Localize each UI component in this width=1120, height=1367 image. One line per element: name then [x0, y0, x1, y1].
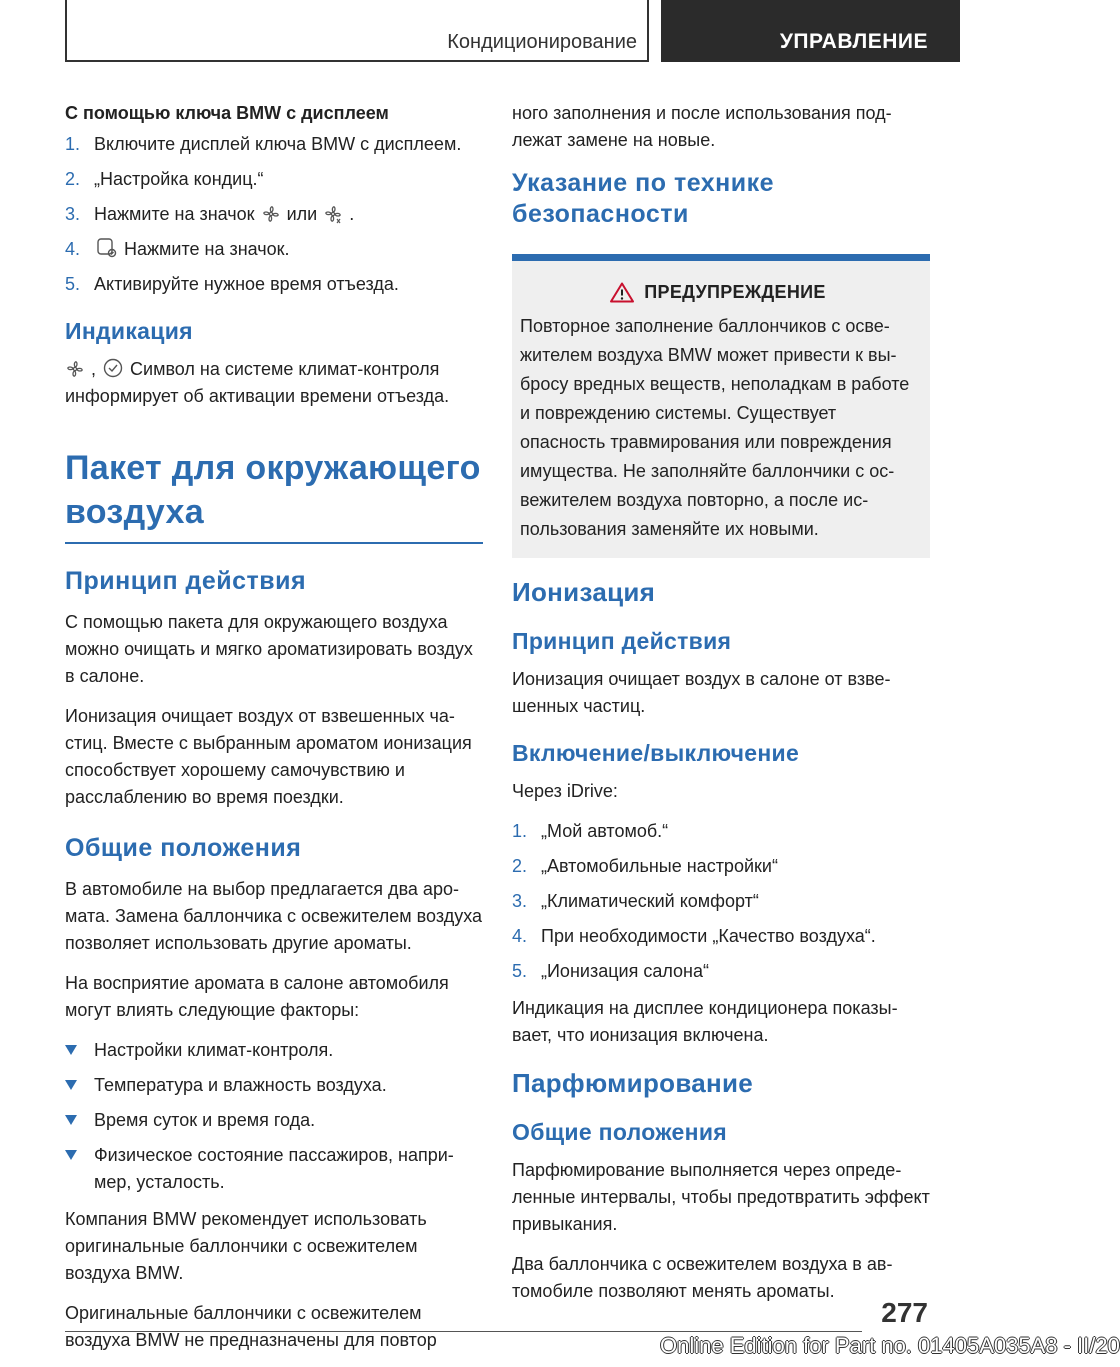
step-text: Включите дисплей ключа BMW с дисплеем.	[94, 134, 462, 154]
general-paragraph-1: В автомобиле на выбор предлагается два аромата. Замена баллончика с освежителем воздуха позволяет использовать другие ароматы.	[65, 879, 483, 953]
factor-text: Время суток и время года.	[94, 1110, 316, 1130]
step-text: Нажмите на значок	[94, 204, 255, 224]
indication-text: Символ на системе климат-контроля информирует об активации времени отъезда.	[65, 359, 450, 406]
factors-list	[65, 1037, 483, 1196]
step-text: Нажмите на значок.	[124, 239, 290, 259]
clock-check-icon	[102, 357, 124, 379]
step-number: 1.	[512, 821, 528, 841]
step-text: .	[349, 204, 355, 224]
list-item	[512, 923, 930, 950]
step-number: 4.	[65, 239, 81, 259]
list-item	[65, 201, 483, 228]
factor-text: Физическое состояние пассажиров, например, усталость.	[94, 1145, 454, 1192]
warning-triangle-icon	[610, 282, 634, 303]
step-number: 5.	[512, 961, 528, 981]
factor-text: Настройки климат-контроля.	[94, 1040, 334, 1060]
ion-principle-text: Ионизация очищает воздух в салоне от взвешенных частиц.	[512, 669, 891, 716]
list-item	[512, 888, 930, 915]
key-display-icon	[94, 237, 118, 259]
step-text: „Настройка кондиц.“	[94, 169, 264, 189]
fan-icon	[261, 204, 281, 224]
warning-title: ПРЕДУПРЕЖДЕНИЕ	[644, 282, 826, 302]
step-number: 1.	[65, 134, 81, 154]
continued-paragraph: ного заполнения и после использования подлежат замене на новые.	[512, 103, 892, 150]
step-text: или	[286, 204, 318, 224]
separator: ,	[91, 359, 97, 379]
factor-text: Температура и влажность воздуха.	[94, 1075, 387, 1095]
left-column	[65, 100, 483, 1367]
warning-box	[512, 254, 930, 558]
list-item	[65, 166, 483, 193]
perfume-paragraph-1: Парфюмирование выполняется через определенные интервалы, чтобы предотвратить эффект привыкания.	[512, 1160, 930, 1234]
principle-paragraph-2: Ионизация очищает воздух от взвешенных частиц. Вместе с выбранным ароматом ионизация способствует хорошему самочувствию и расслаблению во время поездки.	[65, 706, 472, 807]
general-heading: Общие положения	[65, 834, 302, 862]
indication-heading: Индикация	[65, 318, 193, 344]
step-text: Активируйте нужное время отъезда.	[94, 274, 399, 294]
header-chapter-title: УПРАВЛЕНИЕ	[661, 0, 960, 62]
warning-text: Повторное заполнение баллончиков с освежителем воздуха BMW может привести к выбросу вредных веществ, неполадкам в работе и повреждению системы. Существует опасность травмирования или повреждения имущества. Не заполняйте баллончики с освежителем воздуха повторно, а после использования заменяйте их новыми.	[520, 316, 910, 539]
principle-heading: Принцип действия	[65, 567, 307, 595]
perfume-general-heading: Общие положения	[512, 1119, 727, 1145]
onoff-steps-list	[512, 818, 930, 985]
onoff-intro: Через iDrive:	[512, 781, 618, 801]
general-paragraph-4: Оригинальные баллончики с освежителем воздуха BMW не предназначены для повтор	[65, 1303, 437, 1350]
step-number: 2.	[65, 169, 81, 189]
step-text: „Автомобильные настройки“	[541, 856, 778, 876]
onoff-heading: Включение/выключение	[512, 740, 800, 766]
step-number: 3.	[65, 204, 81, 224]
perfume-heading: Парфюмирование	[512, 1068, 754, 1098]
right-column	[512, 100, 930, 1318]
step-number: 4.	[512, 926, 528, 946]
list-item	[512, 958, 930, 985]
perfume-paragraph-2: Два баллончика с освежителем воздуха в автомобиле позволяют менять ароматы.	[512, 1254, 893, 1301]
list-item	[65, 1107, 483, 1134]
list-item	[65, 1142, 483, 1196]
list-item	[65, 271, 483, 298]
bullet-triangle-icon	[65, 1045, 77, 1055]
key-steps-list	[65, 131, 483, 298]
list-item	[65, 236, 483, 263]
ion-principle-heading: Принцип действия	[512, 628, 732, 654]
ionization-heading: Ионизация	[512, 577, 656, 607]
principle-paragraph-1: С помощью пакета для окружающего воздуха можно очищать и мягко ароматизировать воздух в салоне.	[65, 612, 473, 686]
footer-edition: Online Edition for Part no. 01405A035A8 - II/20	[660, 1333, 1120, 1358]
general-paragraph-3: Компания BMW рекомендует использовать оригинальные баллончики с освежителем воздуха BMW.	[65, 1209, 427, 1283]
fan-auto-icon	[323, 204, 343, 224]
bullet-triangle-icon	[65, 1150, 77, 1160]
step-text: При необходимости „Качество воздуха“.	[541, 926, 876, 946]
step-text: „Ионизация салона“	[541, 961, 709, 981]
section-title-ambient-air: Пакет для окружающего воздуха	[65, 446, 483, 544]
step-number: 2.	[512, 856, 528, 876]
bullet-triangle-icon	[65, 1115, 77, 1125]
general-paragraph-2: На восприятие аромата в салоне автомобиля могут влиять следующие факторы:	[65, 973, 449, 1020]
page-number: 277	[881, 1297, 928, 1328]
list-item	[512, 853, 930, 880]
step-number: 3.	[512, 891, 528, 911]
warning-title-row	[520, 279, 916, 306]
onoff-note: Индикация на дисплее кондиционера показывает, что ионизация включена.	[512, 998, 898, 1045]
step-number: 5.	[65, 274, 81, 294]
list-item	[65, 131, 483, 158]
key-display-subtitle: С помощью ключа BMW с дисплеем	[65, 103, 389, 123]
step-text: „Мой автомоб.“	[541, 821, 669, 841]
list-item	[512, 818, 930, 845]
header-section-title: Кондиционирование	[447, 31, 637, 53]
fan-icon	[65, 359, 85, 379]
list-item	[65, 1072, 483, 1099]
indication-paragraph	[65, 356, 483, 410]
step-text: „Климатический комфорт“	[541, 891, 759, 911]
safety-heading: Указание по технике безопасности	[512, 169, 775, 228]
list-item	[65, 1037, 483, 1064]
bullet-triangle-icon	[65, 1080, 77, 1090]
